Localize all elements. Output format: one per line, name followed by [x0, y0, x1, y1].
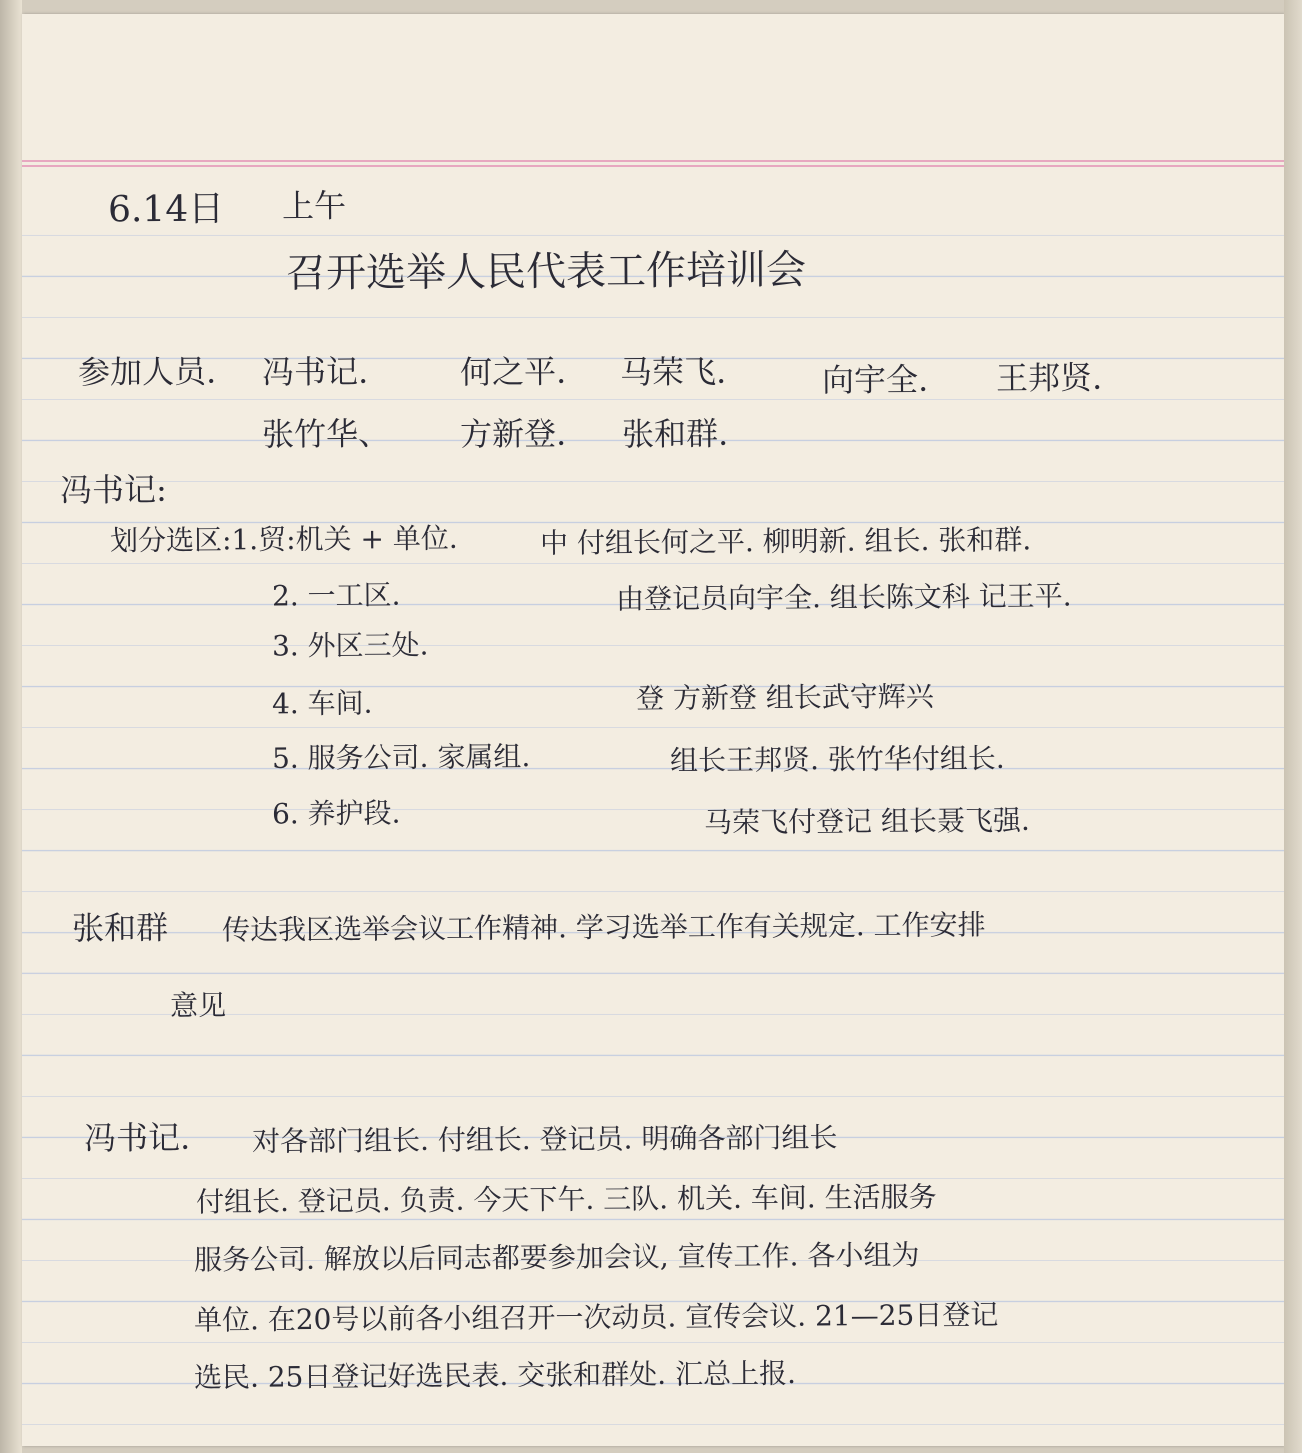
date: 6.14日 [107, 188, 225, 231]
list-item-detail: 中 付组长何之平. 柳明新. 组长. 张和群. [539, 523, 1032, 560]
list-item-detail: 组长王邦贤. 张竹华付组长. [669, 741, 1005, 778]
list-item: 2. 一工区. [271, 578, 401, 613]
top-band [22, 14, 1284, 164]
speaker-label: 张和群 [71, 908, 169, 948]
speaker-label: 冯书记. [83, 1118, 191, 1158]
attendee: 向宇全. [821, 360, 929, 400]
list-item: 6. 养护段. [271, 796, 401, 831]
speaker-label: 冯书记: [59, 470, 167, 510]
paragraph-line: 对各部门组长. 付组长. 登记员. 明确各部门组长 [251, 1120, 838, 1159]
paragraph-line: 服务公司. 解放以后同志都要参加会议, 宣传工作. 各小组为 [193, 1238, 920, 1277]
attendee: 冯书记. [261, 352, 369, 392]
left-page-edge [0, 0, 22, 1453]
pink-margin-line [22, 160, 1284, 162]
paragraph-line: 意见 [169, 988, 227, 1023]
paragraph-line: 付组长. 登记员. 负责. 今天下午. 三队. 机关. 车间. 生活服务 [195, 1180, 937, 1219]
list-item: 划分选区:1.贸:机关 + 单位. [109, 521, 458, 558]
attendee: 王邦贤. [995, 358, 1103, 398]
list-item-detail: 由登记员向宇全. 组长陈文科 记王平. [615, 579, 1072, 616]
list-item: 4. 车间. [271, 686, 373, 721]
attendee: 何之平. [459, 352, 567, 392]
attendee: 张竹华、 [261, 414, 391, 454]
time: 上午 [281, 186, 347, 226]
list-item: 3. 外区三处. [271, 628, 429, 663]
list-item-detail: 马荣飞付登记 组长聂飞强. [703, 803, 1030, 840]
attendees-label: 参加人员. [77, 352, 217, 392]
paragraph-line: 传达我区选举会议工作精神. 学习选举工作有关规定. 工作安排 [221, 908, 986, 947]
attendee: 马荣飞. [619, 352, 727, 392]
pink-margin-line [22, 165, 1284, 167]
paragraph-line: 单位. 在20号以前各小组召开一次动员. 宣传会议. 21—25日登记 [193, 1298, 999, 1337]
attendee: 方新登. [459, 414, 567, 454]
right-page-edge [1284, 0, 1302, 1453]
list-item: 5. 服务公司. 家属组. [271, 740, 531, 775]
paragraph-line: 选民. 25日登记好选民表. 交张和群处. 汇总上报. [193, 1356, 797, 1395]
list-item-detail: 登 方新登 组长武守辉兴 [635, 679, 934, 716]
page-title: 召开选举人民代表工作培训会 [285, 247, 807, 297]
attendee: 张和群. [621, 414, 729, 454]
